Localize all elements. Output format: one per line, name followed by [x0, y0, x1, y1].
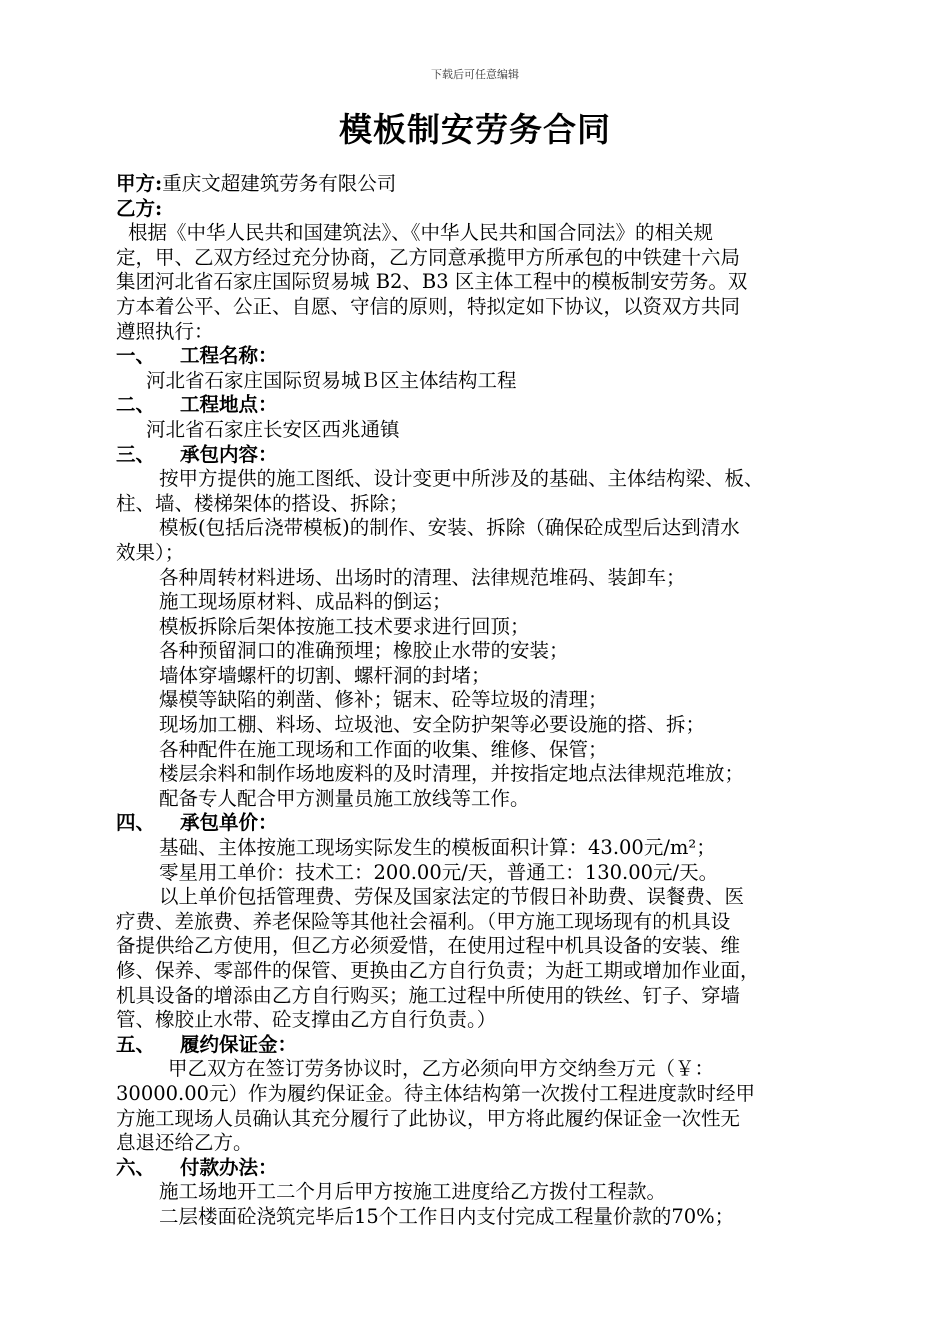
party-a-line	[116, 172, 856, 197]
section-line: 备提供给乙方使用，但乙方必须爱惜，在使用过程中机具设备的安装、维	[116, 934, 741, 958]
section-line: 爆模等缺陷的剃凿、修补；锯末、砼等垃圾的清理；	[159, 688, 608, 712]
section-line: 二层楼面砼浇筑完毕后15个工作日内支付完成工程量价款的70%；	[159, 1204, 735, 1228]
intro-line: 集团河北省石家庄国际贸易城 B2、B3 区主体工程中的模板制安劳务。双	[116, 270, 748, 294]
section-line: 方施工现场人员确认其充分履行了此协议，甲方将此履约保证金一次性无	[116, 1106, 741, 1130]
section-title: 工程名称：	[180, 344, 278, 368]
section-heading-4	[116, 811, 856, 836]
header-note: 下载后可任意编辑	[431, 68, 519, 81]
section-line: 各种预留洞口的准确预埋；橡胶止水带的安装；	[159, 639, 569, 663]
section-line: 管、橡胶止水带、砼支撑由乙方自行负责。）	[116, 1008, 497, 1032]
section-title: 承包内容：	[180, 442, 278, 466]
intro-line: 根据《中华人民共和国建筑法》、《中华人民共和国合同法》的相关规	[128, 221, 714, 245]
section-title: 付款办法：	[180, 1155, 278, 1179]
section-heading-3	[116, 443, 856, 468]
section-number: 三、	[116, 442, 156, 466]
party-b-line	[116, 197, 856, 222]
section-line: 施工场地开工二个月后甲方按施工进度给乙方拨付工程款。	[159, 1180, 667, 1204]
party-b-label: 乙方:	[116, 196, 163, 220]
section-title: 承包单价：	[180, 811, 278, 835]
section-line: 修、保养、零部件的保管、更换由乙方自行负责；为赶工期或增加作业面，	[116, 959, 760, 982]
section-line: 各种配件在施工现场和工作面的收集、维修、保管；	[159, 737, 608, 761]
party-a-label: 甲方:	[116, 172, 163, 195]
section-line: 河北省石家庄长安区西兆通镇	[146, 417, 400, 441]
section-line: 墙体穿墙螺杆的切割、螺杆洞的封堵；	[159, 663, 491, 687]
section-line: 甲乙双方在签订劳务协议时，乙方必须向甲方交纳叁万元（￥：	[168, 1057, 715, 1081]
contract-body	[116, 172, 856, 1230]
section-line: 配备专人配合甲方测量员施工放线等工作。	[159, 786, 530, 810]
section-line: 机具设备的增添由乙方自行购买；施工过程中所使用的铁丝、钉子、穿墙	[116, 983, 741, 1007]
section-line: 疗费、差旅费、养老保险等其他社会福利。（甲方施工现场现有的机具设	[116, 909, 731, 933]
section-number: 五、	[116, 1032, 156, 1056]
section-title: 工程地点：	[180, 393, 278, 417]
section-line: 柱、墙、楼梯架体的搭设、拆除；	[116, 491, 409, 515]
party-a-value: 重庆文超建筑劳务有限公司	[162, 172, 397, 195]
section-line: 楼层余料和制作场地废料的及时清理，并按指定地点法律规范堆放；	[159, 762, 745, 786]
intro-line: 方本着公平、公正、自愿、守信的原则，特拟定如下协议，以资双方共同	[116, 294, 741, 318]
section-heading-1	[116, 344, 856, 369]
section-heading-2	[116, 393, 856, 418]
intro-line: 定，甲、乙双方经过充分协商，乙方同意承揽甲方所承包的中铁建十六局	[116, 245, 741, 269]
section-line: 各种周转材料进场、出场时的清理、法律规范堆码、装卸车；	[159, 565, 686, 589]
section-line: 施工现场原材料、成品料的倒运；	[159, 590, 452, 614]
section-line: 以上单价包括管理费、劳保及国家法定的节假日补助费、误餐费、医	[159, 885, 745, 909]
section-line: 息退还给乙方。	[116, 1131, 253, 1155]
section-line: 效果）；	[116, 540, 185, 564]
section-heading-6	[116, 1156, 856, 1181]
section-title: 履约保证金：	[180, 1032, 298, 1056]
section-line: 现场加工棚、料场、垃圾池、安全防护架等必要设施的搭、拆；	[159, 713, 706, 737]
section-line: 模板拆除后架体按施工技术要求进行回顶；	[159, 614, 530, 638]
section-heading-5	[116, 1033, 856, 1058]
section-line: 零星用工单价：技术工：200.00元/天，普通工：130.00元/天。	[159, 860, 719, 884]
section-line: 按甲方提供的施工图纸、设计变更中所涉及的基础、主体结构梁、板、	[159, 467, 764, 491]
section-number: 四、	[116, 811, 156, 835]
section-number: 二、	[116, 393, 156, 417]
section-number: 一、	[116, 344, 156, 368]
contract-title: 模板制安劳务合同	[339, 110, 611, 149]
section-line: 基础、主体按施工现场实际发生的模板面积计算：43.00元/m²；	[159, 836, 716, 860]
section-line: 模板(包括后浇带模板)的制作、安装、拆除（确保砼成型后达到清水	[159, 516, 740, 540]
section-number: 六、	[116, 1155, 156, 1179]
intro-line: 遵照执行：	[116, 319, 214, 343]
section-line: 30000.00元）作为履约保证金。待主体结构第一次拨付工程进度款时经甲	[116, 1081, 756, 1105]
section-line: 河北省石家庄国际贸易城Ｂ区主体结构工程	[146, 368, 517, 392]
